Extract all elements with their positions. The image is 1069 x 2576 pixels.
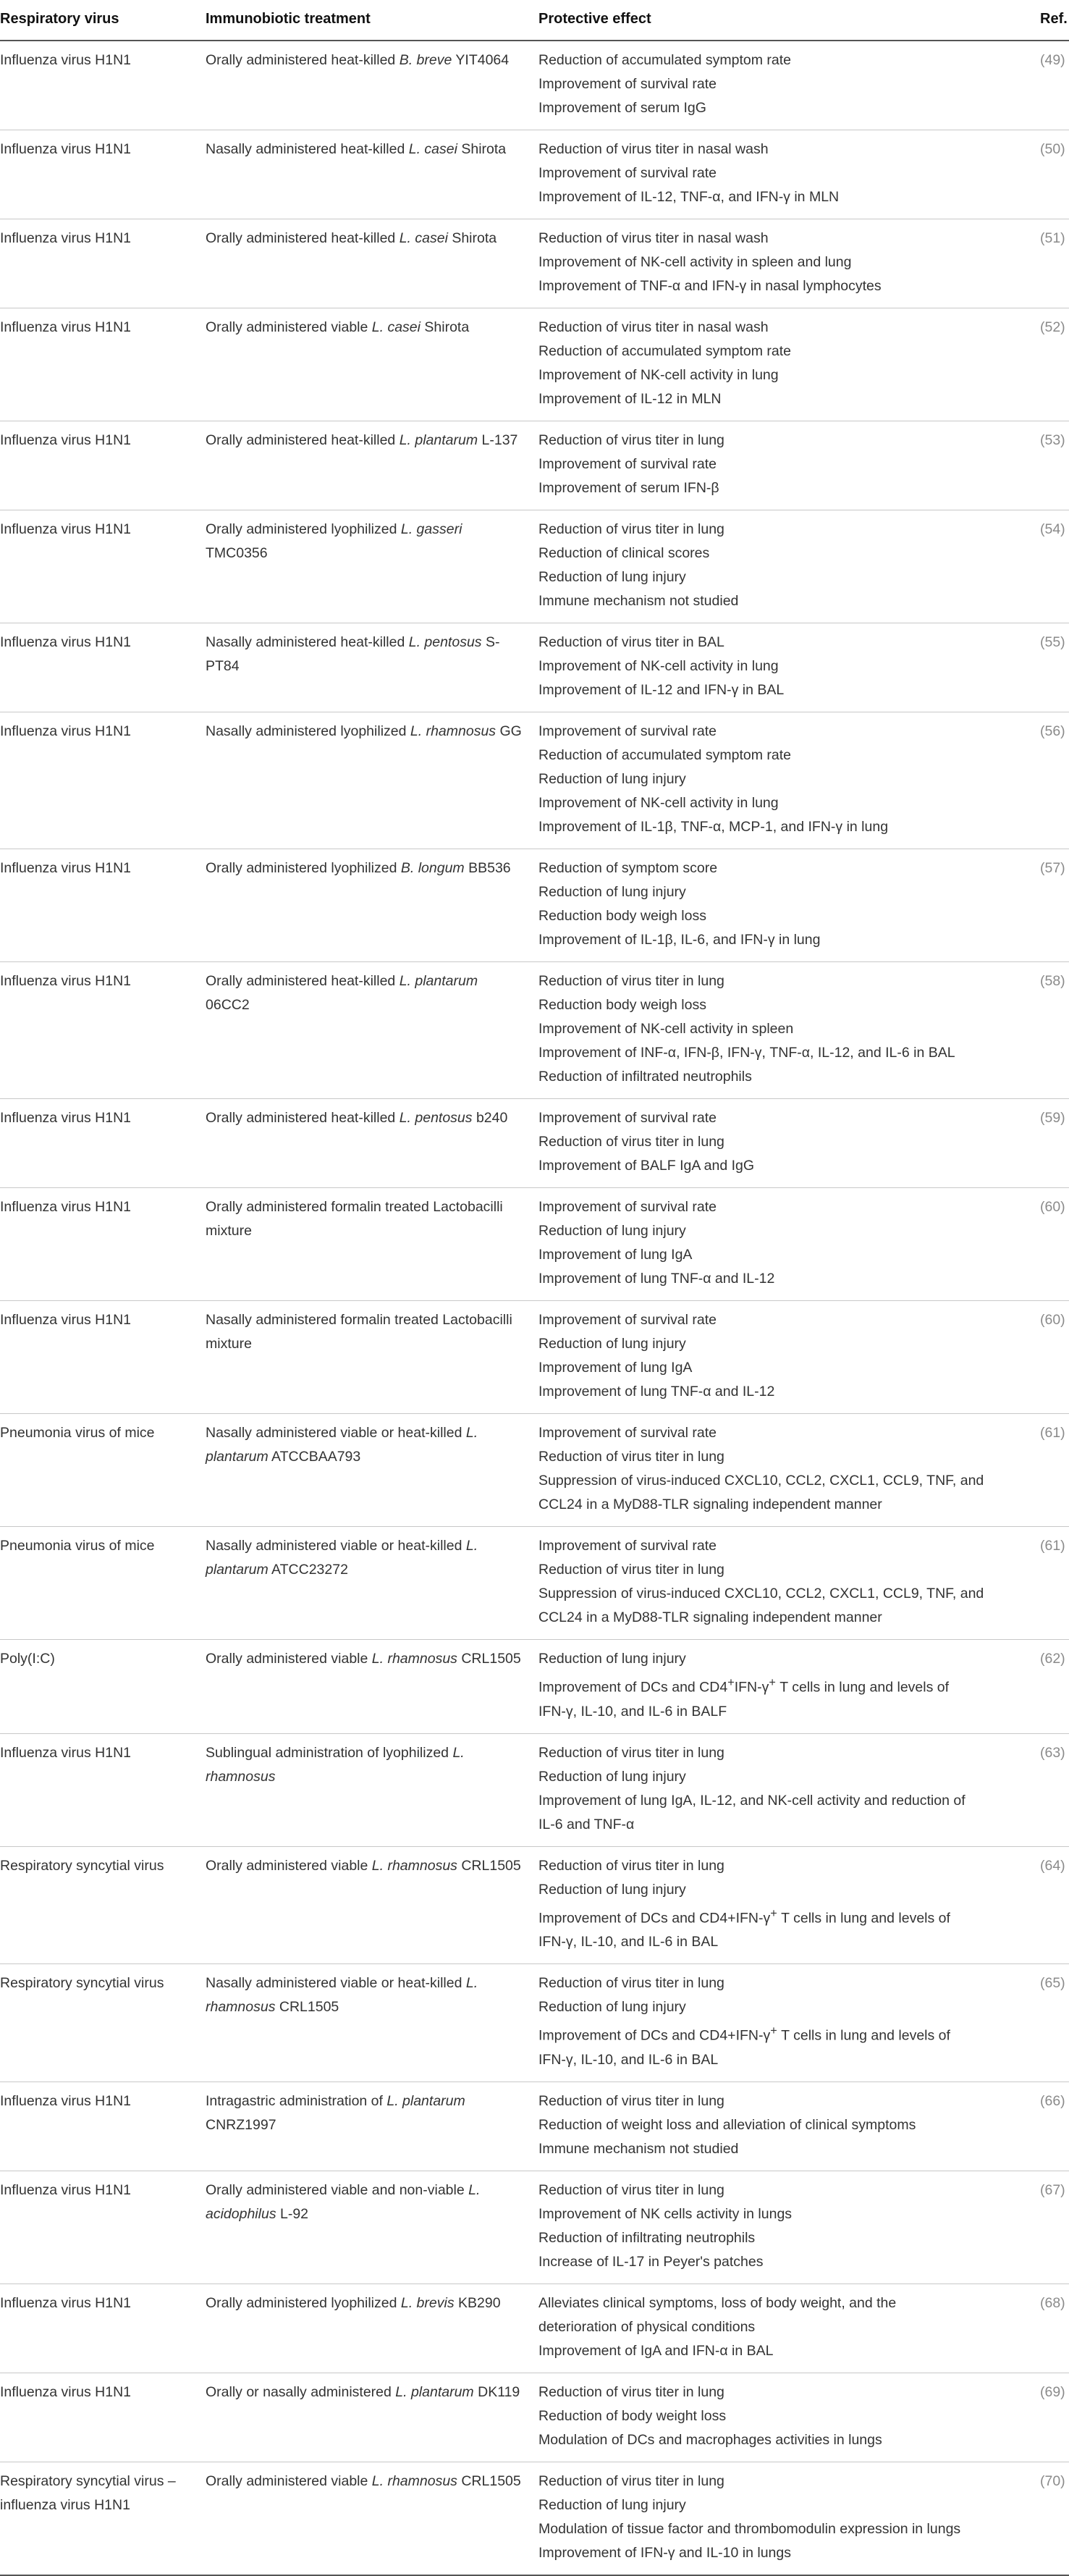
table-row bbox=[0, 1846, 1069, 1964]
protective-effect-line: CCL24 in a MyD88-TLR signaling independent manner bbox=[538, 1497, 882, 1512]
protective-effect-cell bbox=[538, 2462, 1040, 2575]
protective-effect-cell bbox=[538, 219, 1040, 308]
protective-effect-line: Improvement of IFN-γ and IL-10 in lungs bbox=[538, 2544, 791, 2561]
table-row bbox=[0, 849, 1069, 962]
table-row bbox=[0, 2462, 1069, 2575]
immunobiotic-treatment-cell bbox=[206, 849, 538, 962]
protective-effect-line: Reduction body weigh loss bbox=[538, 908, 706, 924]
immunobiotic-treatment-cell bbox=[206, 2284, 538, 2373]
respiratory-virus-cell: Respiratory syncytial virus bbox=[0, 1846, 206, 1964]
protective-effect-line: Reduction of infiltrating neutrophils bbox=[538, 2229, 756, 2246]
protective-effect-cell bbox=[538, 1301, 1040, 1414]
protective-effect-line: Improvement of NK-cell activity in lung bbox=[538, 658, 779, 674]
protective-effect-line: Improvement of survival rate bbox=[538, 723, 717, 739]
table-row bbox=[0, 2284, 1069, 2373]
treatment-text: Orally or nasally administered L. plantarum DK119 bbox=[206, 2383, 520, 2400]
table-row bbox=[0, 1640, 1069, 1734]
treatment-text: Nasally administered viable or heat-killed L. plantarum ATCC23272 bbox=[206, 1538, 478, 1578]
protective-effect-line: Reduction of accumulated symptom rate bbox=[538, 343, 792, 359]
reference-link[interactable]: (57) bbox=[1040, 849, 1069, 962]
immunobiotic-treatment-cell bbox=[206, 1414, 538, 1527]
protective-effect-line: Reduction of virus titer in lung bbox=[538, 2472, 724, 2489]
respiratory-virus-cell: Pneumonia virus of mice bbox=[0, 1527, 206, 1640]
table-row bbox=[0, 219, 1069, 308]
protective-effect-line: Improvement of NK cells activity in lungs bbox=[538, 2205, 793, 2222]
reference-link[interactable]: (66) bbox=[1040, 2082, 1069, 2171]
protective-effect-line: Reduction of virus titer in BAL bbox=[538, 634, 724, 650]
respiratory-virus-cell: Influenza virus H1N1 bbox=[0, 2284, 206, 2373]
protective-effect-line: Reduction of lung injury bbox=[538, 1881, 686, 1898]
reference-link[interactable]: (52) bbox=[1040, 308, 1069, 421]
reference-link[interactable]: (62) bbox=[1040, 1640, 1069, 1734]
protective-effect-line: Improvement of IL-12 in MLN bbox=[538, 391, 722, 407]
treatment-text: Nasally administered viable or heat-killed L. plantarum ATCCBAA793 bbox=[206, 1425, 478, 1465]
treatment-text: Orally administered lyophilized L. gasseri TMC0356 bbox=[206, 521, 462, 561]
immunobiotic-treatment-cell bbox=[206, 623, 538, 712]
treatment-text: Orally administered viable L. rhamnosus CRL1505 bbox=[206, 1857, 521, 1874]
protective-effect-line: Improvement of NK-cell activity in spleen and lung bbox=[538, 254, 852, 270]
protective-effect-line: Improvement of IgA and IFN-α in BAL bbox=[538, 2342, 774, 2359]
immunobiotic-treatment-cell bbox=[206, 2171, 538, 2284]
header-row bbox=[0, 0, 1069, 41]
protective-effect-line: Reduction of lung injury bbox=[538, 1651, 686, 1667]
protective-effect-line: Improvement of IL-1β, TNF-α, MCP-1, and IFN-γ in lung bbox=[538, 819, 889, 835]
protective-effect-line: Reduction of virus titer in lung bbox=[538, 1562, 724, 1578]
protective-effect-line: IFN-γ, IL-10, and IL-6 in BAL bbox=[538, 1934, 719, 1950]
protective-effect-cell bbox=[538, 1414, 1040, 1527]
table-row bbox=[0, 712, 1069, 849]
table-row bbox=[0, 421, 1069, 510]
protective-effect-line: Improvement of lung TNF-α and IL-12 bbox=[538, 1384, 775, 1399]
respiratory-virus-cell: Influenza virus H1N1 bbox=[0, 712, 206, 849]
table-row bbox=[0, 1964, 1069, 2082]
protective-effect-line: Improvement of survival rate bbox=[538, 76, 717, 92]
header-ref: Ref. bbox=[1040, 0, 1069, 41]
treatment-text: Orally administered heat-killed L. casei Shirota bbox=[206, 230, 497, 246]
protective-effect-line: IFN-γ, IL-10, and IL-6 in BALF bbox=[538, 1703, 727, 1720]
protective-effect-line: Reduction of virus titer in lung bbox=[538, 973, 724, 989]
protective-effect-line: IL-6 and TNF-α bbox=[538, 1816, 635, 1832]
immunobiotic-treatment-cell bbox=[206, 962, 538, 1099]
reference-link[interactable]: (60) bbox=[1040, 1188, 1069, 1301]
protective-effect-line: Reduction body weigh loss bbox=[538, 997, 706, 1013]
protective-effect-line: Reduction of accumulated symptom rate bbox=[538, 52, 792, 68]
immunobiotic-treatment-cell bbox=[206, 2082, 538, 2171]
protective-effect-line: Improvement of survival rate bbox=[538, 165, 717, 181]
table-row bbox=[0, 1301, 1069, 1414]
protective-effect-cell bbox=[538, 421, 1040, 510]
table-header bbox=[0, 0, 1069, 41]
immunobiotic-treatment-cell bbox=[206, 510, 538, 623]
protective-effect-line: Reduction of accumulated symptom rate bbox=[538, 747, 792, 763]
protective-effect-line: Reduction of virus titer in nasal wash bbox=[538, 230, 769, 246]
table-row bbox=[0, 2373, 1069, 2462]
protective-effect-line: Improvement of survival rate bbox=[538, 1110, 717, 1126]
protective-effect-cell bbox=[538, 1964, 1040, 2082]
protective-effect-cell bbox=[538, 1527, 1040, 1640]
table-body bbox=[0, 41, 1069, 2575]
reference-link[interactable]: (59) bbox=[1040, 1099, 1069, 1188]
protective-effect-line: Improvement of DCs and CD4+IFN-γ+ T cells in lung and levels of bbox=[538, 1906, 950, 1926]
immunobiotic-treatment-cell bbox=[206, 2373, 538, 2462]
treatment-text: Nasally administered lyophilized L. rhamnosus GG bbox=[206, 723, 522, 739]
reference-link[interactable]: (68) bbox=[1040, 2284, 1069, 2373]
immunobiotic-treatment-cell bbox=[206, 1846, 538, 1964]
treatment-text: Orally administered heat-killed L. plantarum L-137 bbox=[206, 432, 518, 448]
respiratory-virus-cell: Influenza virus H1N1 bbox=[0, 421, 206, 510]
protective-effect-cell bbox=[538, 1188, 1040, 1301]
treatment-text: Intragastric administration of L. plantarum CNRZ1997 bbox=[206, 2092, 465, 2133]
protective-effect-line: Alleviates clinical symptoms, loss of body weight, and the bbox=[538, 2294, 897, 2311]
reference-link[interactable]: (55) bbox=[1040, 623, 1069, 712]
protective-effect-line: Modulation of tissue factor and thrombomodulin expression in lungs bbox=[538, 2520, 961, 2537]
table-row bbox=[0, 1099, 1069, 1188]
protective-effect-cell bbox=[538, 308, 1040, 421]
respiratory-virus-cell: Influenza virus H1N1 bbox=[0, 623, 206, 712]
respiratory-virus-cell: Influenza virus H1N1 bbox=[0, 1188, 206, 1301]
protective-effect-line: Reduction of virus titer in lung bbox=[538, 1744, 724, 1761]
protective-effect-line: Improvement of serum IFN-β bbox=[538, 480, 719, 496]
protective-effect-cell bbox=[538, 1099, 1040, 1188]
protective-effect-line: Improvement of DCs and CD4+IFN-γ+ T cells in lung and levels of bbox=[538, 1676, 950, 1696]
reference-link[interactable]: (54) bbox=[1040, 510, 1069, 623]
header-protective-effect: Protective effect bbox=[538, 0, 1040, 41]
immunobiotic-treatment-cell bbox=[206, 130, 538, 219]
table-row bbox=[0, 1733, 1069, 1846]
protective-effect-cell bbox=[538, 2373, 1040, 2462]
protective-effect-line: Immune mechanism not studied bbox=[538, 2140, 739, 2157]
table-row bbox=[0, 130, 1069, 219]
protective-effect-line: Improvement of survival rate bbox=[538, 1312, 717, 1328]
table-row bbox=[0, 1414, 1069, 1527]
table-row bbox=[0, 623, 1069, 712]
protective-effect-line: Increase of IL-17 in Peyer's patches bbox=[538, 2253, 764, 2270]
protective-effect-line: Reduction of virus titer in lung bbox=[538, 1975, 724, 1991]
respiratory-virus-cell: Influenza virus H1N1 bbox=[0, 849, 206, 962]
table-row bbox=[0, 510, 1069, 623]
respiratory-virus-cell: Influenza virus H1N1 bbox=[0, 2373, 206, 2462]
table-row bbox=[0, 1527, 1069, 1640]
protective-effect-line: Improvement of INF-α, IFN-β, IFN-γ, TNF-α, IL-12, and IL-6 in BAL bbox=[538, 1045, 955, 1061]
immunobiotic-treatment-cell bbox=[206, 421, 538, 510]
immunobiotic-treatment-cell bbox=[206, 1640, 538, 1734]
protective-effect-line: Improvement of lung IgA bbox=[538, 1360, 693, 1376]
protective-effect-line: Reduction of lung injury bbox=[538, 2496, 686, 2513]
protective-effect-line: Reduction of lung injury bbox=[538, 569, 686, 585]
protective-effect-cell bbox=[538, 2284, 1040, 2373]
respiratory-virus-cell: Influenza virus H1N1 bbox=[0, 308, 206, 421]
reference-link[interactable]: (61) bbox=[1040, 1414, 1069, 1527]
protective-effect-line: Improvement of NK-cell activity in spleen bbox=[538, 1021, 794, 1037]
reference-link[interactable]: (65) bbox=[1040, 1964, 1069, 2082]
table-row bbox=[0, 2171, 1069, 2284]
protective-effect-line: Reduction of lung injury bbox=[538, 771, 686, 787]
protective-effect-cell bbox=[538, 130, 1040, 219]
table-row bbox=[0, 41, 1069, 130]
protective-effect-cell bbox=[538, 1846, 1040, 1964]
respiratory-virus-cell: Influenza virus H1N1 bbox=[0, 41, 206, 130]
respiratory-virus-cell: Influenza virus H1N1 bbox=[0, 130, 206, 219]
protective-effect-line: Reduction of virus titer in lung bbox=[538, 1857, 724, 1874]
reference-link[interactable]: (51) bbox=[1040, 219, 1069, 308]
header-immunobiotic-treatment: Immunobiotic treatment bbox=[206, 0, 538, 41]
reference-link[interactable]: (69) bbox=[1040, 2373, 1069, 2462]
protective-effect-line: Reduction of lung injury bbox=[538, 1999, 686, 2015]
protective-effect-line: Improvement of survival rate bbox=[538, 1538, 717, 1554]
protective-effect-line: Suppression of virus-induced CXCL10, CCL2, CXCL1, CCL9, TNF, and bbox=[538, 1473, 984, 1489]
reference-link[interactable]: (67) bbox=[1040, 2171, 1069, 2284]
reference-link[interactable]: (58) bbox=[1040, 962, 1069, 1099]
protective-effect-line: Improvement of IL-12, TNF-α, and IFN-γ in MLN bbox=[538, 189, 840, 205]
protective-effect-line: Immune mechanism not studied bbox=[538, 593, 739, 609]
treatment-text: Nasally administered formalin treated Lactobacilli mixture bbox=[206, 1312, 512, 1352]
treatment-text: Sublingual administration of lyophilized L. rhamnosus bbox=[206, 1744, 465, 1785]
immunobiotic-treatment-cell bbox=[206, 1301, 538, 1414]
protective-effect-line: Reduction of virus titer in lung bbox=[538, 1449, 724, 1465]
immunobiotic-treatment-cell bbox=[206, 219, 538, 308]
protective-effect-line: Improvement of TNF-α and IFN-γ in nasal lymphocytes bbox=[538, 278, 882, 294]
treatment-text: Orally administered viable L. casei Shirota bbox=[206, 319, 470, 335]
protective-effect-line: Reduction of virus titer in lung bbox=[538, 2383, 724, 2400]
treatment-text: Orally administered viable and non-viable L. acidophilus L-92 bbox=[206, 2181, 481, 2222]
respiratory-virus-cell: Pneumonia virus of mice bbox=[0, 1414, 206, 1527]
protective-effect-line: Improvement of survival rate bbox=[538, 456, 717, 472]
protective-effect-line: Improvement of IL-1β, IL-6, and IFN-γ in lung bbox=[538, 932, 821, 948]
respiratory-virus-cell: Influenza virus H1N1 bbox=[0, 510, 206, 623]
protective-effect-line: Reduction of lung injury bbox=[538, 884, 686, 900]
reference-link[interactable]: (50) bbox=[1040, 130, 1069, 219]
reference-link[interactable]: (70) bbox=[1040, 2462, 1069, 2575]
immunobiotic-treatment-cell bbox=[206, 712, 538, 849]
protective-effect-line: CCL24 in a MyD88-TLR signaling independent manner bbox=[538, 1609, 882, 1625]
treatment-text: Orally administered heat-killed L. pentosus b240 bbox=[206, 1110, 508, 1126]
protective-effect-cell bbox=[538, 2171, 1040, 2284]
protective-effect-line: Reduction of symptom score bbox=[538, 860, 718, 876]
reference-link[interactable]: (56) bbox=[1040, 712, 1069, 849]
protective-effect-line: Improvement of NK-cell activity in lung bbox=[538, 795, 779, 811]
protective-effect-cell bbox=[538, 2082, 1040, 2171]
protective-effect-line: Improvement of serum IgG bbox=[538, 100, 706, 116]
protective-effect-cell bbox=[538, 712, 1040, 849]
treatment-text: Orally administered lyophilized B. longum BB536 bbox=[206, 860, 511, 876]
treatment-text: Orally administered formalin treated Lactobacilli mixture bbox=[206, 1199, 503, 1239]
immunobiotic-treatment-cell bbox=[206, 1964, 538, 2082]
protective-effect-line: Improvement of NK-cell activity in lung bbox=[538, 367, 779, 383]
reference-link[interactable]: (49) bbox=[1040, 41, 1069, 130]
protective-effect-line: Improvement of lung TNF-α and IL-12 bbox=[538, 1271, 775, 1287]
treatment-text: Orally administered heat-killed L. plantarum 06CC2 bbox=[206, 973, 478, 1013]
treatment-text: Orally administered lyophilized L. brevis KB290 bbox=[206, 2294, 501, 2311]
respiratory-virus-cell: Influenza virus H1N1 bbox=[0, 1099, 206, 1188]
protective-effect-line: Improvement of DCs and CD4+IFN-γ+ T cells in lung and levels of bbox=[538, 2024, 950, 2044]
respiratory-virus-cell: Influenza virus H1N1 bbox=[0, 219, 206, 308]
protective-effect-line: Reduction of body weight loss bbox=[538, 2407, 727, 2424]
protective-effect-line: Reduction of clinical scores bbox=[538, 545, 710, 561]
protective-effect-line: Reduction of virus titer in lung bbox=[538, 2181, 724, 2198]
respiratory-virus-cell: Respiratory syncytial virus – influenza virus H1N1 bbox=[0, 2462, 206, 2575]
protective-effect-cell bbox=[538, 962, 1040, 1099]
protective-effect-line: Improvement of survival rate bbox=[538, 1425, 717, 1441]
protective-effect-line: deterioration of physical conditions bbox=[538, 2318, 756, 2335]
protective-effect-line: Reduction of lung injury bbox=[538, 1768, 686, 1785]
protective-effect-line: Reduction of virus titer in lung bbox=[538, 1134, 724, 1150]
table-row bbox=[0, 2082, 1069, 2171]
protective-effect-line: Modulation of DCs and macrophages activities in lungs bbox=[538, 2431, 882, 2448]
immunobiotic-treatment-cell bbox=[206, 308, 538, 421]
protective-effect-line: Improvement of survival rate bbox=[538, 1199, 717, 1215]
treatment-text: Nasally administered heat-killed L. casei Shirota bbox=[206, 141, 507, 157]
respiratory-virus-cell: Influenza virus H1N1 bbox=[0, 962, 206, 1099]
protective-effect-line: Reduction of virus titer in lung bbox=[538, 521, 724, 537]
immunobiotic-treatment-cell bbox=[206, 41, 538, 130]
immunobiotic-treatment-cell bbox=[206, 1099, 538, 1188]
reference-link[interactable]: (61) bbox=[1040, 1527, 1069, 1640]
header-respiratory-virus: Respiratory virus bbox=[0, 0, 206, 41]
protective-effect-line: Reduction of weight loss and alleviation of clinical symptoms bbox=[538, 2116, 916, 2133]
protective-effect-line: IFN-γ, IL-10, and IL-6 in BAL bbox=[538, 2051, 719, 2068]
protective-effect-cell bbox=[538, 41, 1040, 130]
treatment-text: Orally administered heat-killed B. breve YIT4064 bbox=[206, 52, 510, 68]
protective-effect-cell bbox=[538, 1640, 1040, 1734]
protective-effect-line: Reduction of virus titer in nasal wash bbox=[538, 141, 769, 157]
immunobiotic-treatment-cell bbox=[206, 1188, 538, 1301]
protective-effect-cell bbox=[538, 623, 1040, 712]
protective-effect-line: Reduction of lung injury bbox=[538, 1223, 686, 1239]
reference-link[interactable]: (64) bbox=[1040, 1846, 1069, 1964]
immunobiotic-treatment-cell bbox=[206, 1527, 538, 1640]
protective-effect-line: Improvement of lung IgA, IL-12, and NK-cell activity and reduction of bbox=[538, 1792, 966, 1809]
respiratory-virus-cell: Influenza virus H1N1 bbox=[0, 1733, 206, 1846]
table-row bbox=[0, 308, 1069, 421]
protective-effect-cell bbox=[538, 849, 1040, 962]
protective-effect-line: Improvement of IL-12 and IFN-γ in BAL bbox=[538, 682, 785, 698]
protective-effect-line: Reduction of lung injury bbox=[538, 1336, 686, 1352]
treatment-text: Nasally administered viable or heat-killed L. rhamnosus CRL1505 bbox=[206, 1975, 478, 2015]
protective-effect-line: Reduction of infiltrated neutrophils bbox=[538, 1069, 752, 1085]
table-row bbox=[0, 962, 1069, 1099]
reference-link[interactable]: (63) bbox=[1040, 1733, 1069, 1846]
immunobiotic-treatment-cell bbox=[206, 2462, 538, 2575]
table-row bbox=[0, 1188, 1069, 1301]
reference-link[interactable]: (53) bbox=[1040, 421, 1069, 510]
protective-effect-cell bbox=[538, 510, 1040, 623]
protective-effect-cell bbox=[538, 1733, 1040, 1846]
protective-effect-line: Reduction of virus titer in nasal wash bbox=[538, 319, 769, 335]
treatment-text: Orally administered viable L. rhamnosus CRL1505 bbox=[206, 1651, 521, 1667]
respiratory-virus-cell: Respiratory syncytial virus bbox=[0, 1964, 206, 2082]
treatment-text: Nasally administered heat-killed L. pentosus S-PT84 bbox=[206, 634, 500, 674]
respiratory-virus-cell: Influenza virus H1N1 bbox=[0, 1301, 206, 1414]
immunobiotic-treatment-cell bbox=[206, 1733, 538, 1846]
respiratory-virus-cell: Influenza virus H1N1 bbox=[0, 2171, 206, 2284]
protective-effect-line: Reduction of virus titer in lung bbox=[538, 432, 724, 448]
treatment-text: Orally administered viable L. rhamnosus CRL1505 bbox=[206, 2472, 521, 2489]
reference-link[interactable]: (60) bbox=[1040, 1301, 1069, 1414]
respiratory-virus-cell: Poly(I:C) bbox=[0, 1640, 206, 1734]
protective-effect-line: Reduction of virus titer in lung bbox=[538, 2092, 724, 2109]
protective-effect-line: Suppression of virus-induced CXCL10, CCL2, CXCL1, CCL9, TNF, and bbox=[538, 1586, 984, 1601]
respiratory-virus-cell: Influenza virus H1N1 bbox=[0, 2082, 206, 2171]
protective-effect-line: Improvement of BALF IgA and IgG bbox=[538, 1158, 755, 1174]
protective-effect-line: Improvement of lung IgA bbox=[538, 1247, 693, 1263]
